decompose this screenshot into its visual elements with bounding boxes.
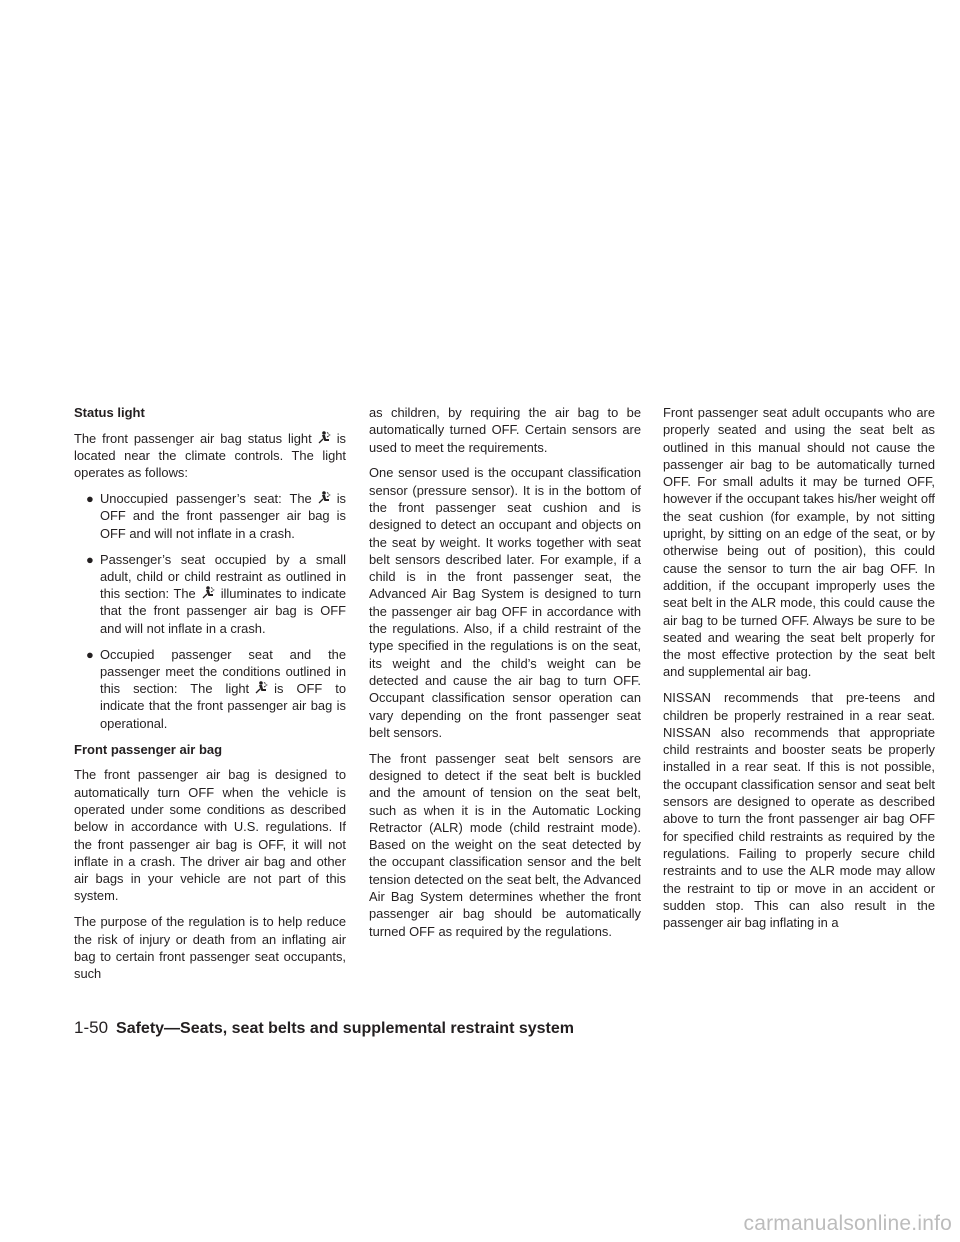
passenger-airbag-off-icon: [318, 431, 331, 444]
heading-status-light: Status light: [74, 405, 145, 420]
page-footer: [74, 1018, 574, 1038]
column-1: [74, 404, 346, 991]
bullet-icon: ●: [86, 551, 94, 567]
paragraph: NISSAN recommends that pre-teens and children be properly restrained in a rear seat. NISSAN also recommends that appropriate child restraints and booster seats be properly installed in a rear seat. If this is not possible, the occupant classification sensor and seat belt sensors are designed to operate as described above to turn the front passenger air bag OFF for specified child restraints as required by the regulations. Failing to properly secure child restraints and to use the ALR mode may allow the restraint to tip or move in an accident or sudden stop. This can also result in the passenger air bag inflating in a: [663, 690, 935, 931]
passenger-airbag-off-icon: [255, 681, 268, 694]
paragraph: as children, by requiring the air bag to be automatically turned OFF. Certain sensors are used to meet the requirements.: [369, 405, 641, 455]
list-item: ● Passenger’s seat occupied by a small adult, child or child restraint as outlined in this section: The illuminates to indicate that the front passenger air bag is OFF and will not inflate in a crash.: [86, 551, 346, 636]
heading-front-passenger-air-bag: Front passenger air bag: [74, 741, 223, 757]
section-title: Safety—Seats, seat belts and supplemental restraint system: [116, 1020, 574, 1037]
paragraph: The purpose of the regulation is to help reduce the risk of injury or death from an inflating air bag to certain front passenger seat occupants, such: [74, 914, 346, 982]
passenger-airbag-off-icon: [318, 491, 331, 504]
bullet-icon: ●: [86, 646, 94, 662]
list-item: ● Occupied passenger seat and the passenger meet the conditions outlined in this section: The light is OFF to indicate that the front passenger air bag is operational.: [86, 646, 346, 731]
watermark: carmanualsonline.info: [743, 1212, 952, 1235]
passenger-airbag-off-icon: [202, 586, 215, 599]
column-2: [369, 404, 641, 948]
paragraph: One sensor used is the occupant classification sensor (pressure sensor). It is in the bottom of the front passenger seat cushion and is designed to detect an occupant and objects on the seat by weight. It works together with seat belt sensors described later. For example, if a child is in the front passenger seat, the Advanced Air Bag System is designed to turn the passenger air bag OFF in accordance with the regulations. Also, if a child restraint of the type specified in the regulations is on the seat, its weight and the child’s weight can be detected and cause the air bag to turn OFF. Occupant classification sensor operation can vary depending on the front passenger seat belt sensors.: [369, 465, 641, 740]
list-item: ● Unoccupied passenger’s seat: The is OFF and the front passenger air bag is OFF and will not inflate in a crash.: [86, 491, 346, 541]
paragraph: The front passenger air bag status light is located near the climate controls. The light operates as follows:: [74, 430, 346, 481]
bullet-icon: ●: [86, 491, 94, 507]
paragraph: Front passenger seat adult occupants who are properly seated and using the seat belt as outlined in this manual should not cause the passenger air bag to be automatically turned OFF. For small adults it may be turned OFF, however if the occupant takes his/her weight off the seat cushion (for example, by not sitting upright, by sitting on an edge of the seat, or by otherwise being out of position), this could cause the sensor to turn the air bag OFF. In addition, if the occupant improperly uses the seat belt in the ALR mode, this could cause the air bag to be turned OFF. Always be sure to be seated and wearing the seat belt properly for the most effective protection by the seat belt and supplemental air bag.: [663, 405, 935, 680]
column-3: [663, 404, 935, 940]
page-number: 1-50: [74, 1018, 109, 1037]
paragraph: The front passenger air bag is designed to automatically turn OFF when the vehicle is operated under some conditions as described below in accordance with U.S. regulations. If the front passenger air bag is OFF, it will not inflate in a crash. The driver air bag and other air bags in your vehicle are not part of this system.: [74, 767, 346, 904]
paragraph: The front passenger seat belt sensors are designed to detect if the seat belt is buckled and the amount of tension on the seat belt, such as when it is in the Automatic Locking Retractor (ALR) mode (child restraint mode). Based on the weight on the seat detected by the occupant classification sensor and the belt tension detected on the seat belt, the Advanced Air Bag System determines whether the front passenger air bag should be automatically turned OFF as required by the regulations.: [369, 750, 641, 939]
